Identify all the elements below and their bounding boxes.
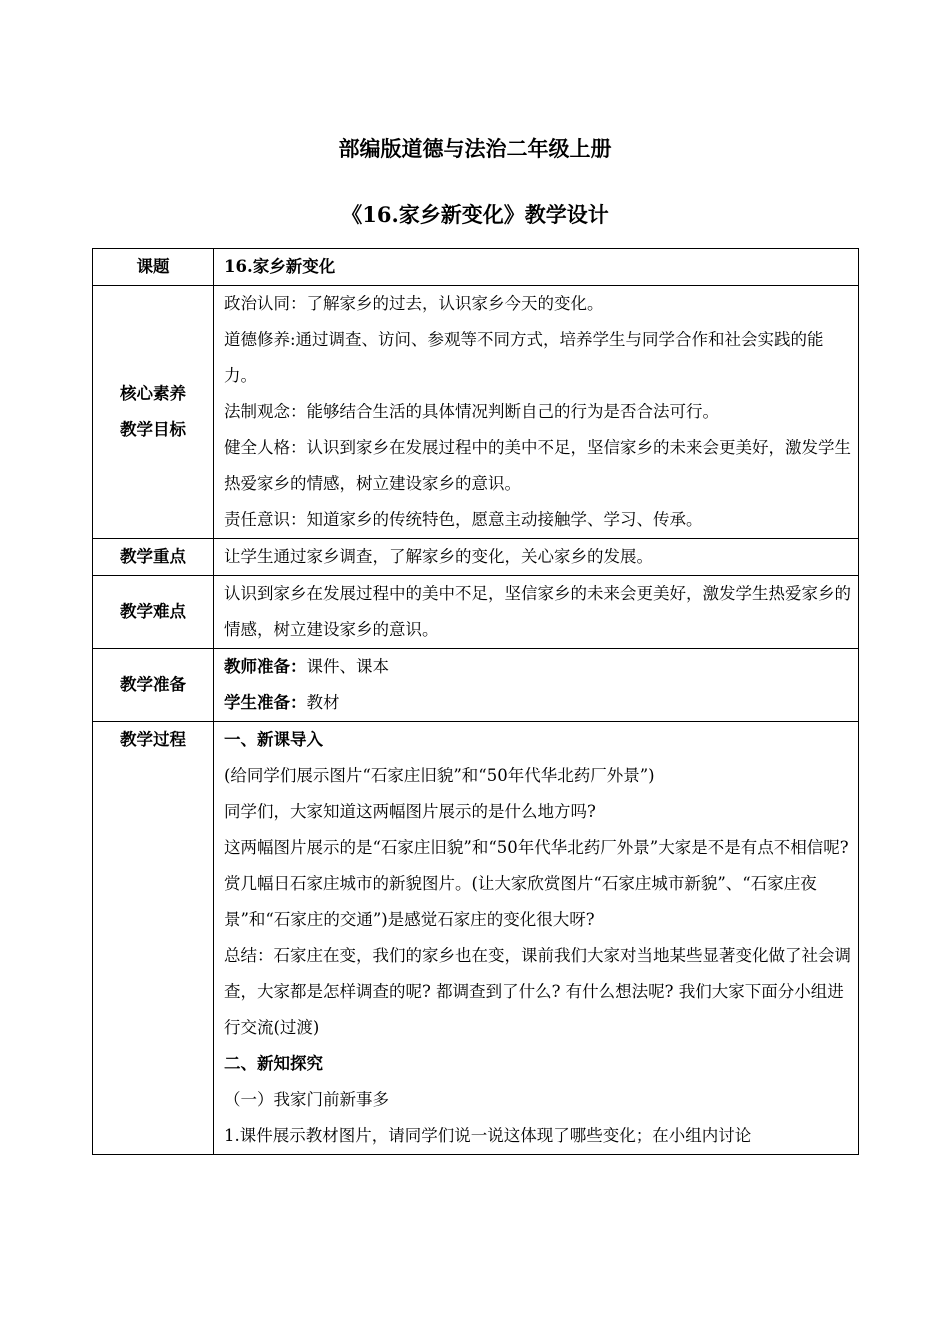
process-paragraph: (给同学们展示图片“石家庄旧貌”和“50年代华北药厂外景”) <box>224 766 655 785</box>
teacher-prep-label: 教师准备： <box>224 657 307 676</box>
process-paragraph: 同学们，大家知道这两幅图片展示的是什么地方吗? <box>224 802 596 821</box>
preparation-row <box>93 649 859 722</box>
preparation-label: 教学准备 <box>93 649 214 722</box>
goal-item: 健全人格：认识到家乡在发展过程中的美中不足，坚信家乡的未来会更美好，激发学生热爱家乡的情感，树立建设家乡的意识。 <box>224 438 851 493</box>
key-point-value: 让学生通过家乡调查，了解家乡的变化，关心家乡的发展。 <box>214 539 859 576</box>
preparation-content <box>214 649 859 722</box>
process-paragraph: 总结：石家庄在变，我们的家乡也在变，课前我们大家对当地某些显著变化做了社会调查，大家都是怎样调查的呢? 都调查到了什么? 有什么想法呢? 我们大家下面分小组进行交流(过渡) <box>224 946 851 1037</box>
process-paragraph: 1.课件展示教材图片，请同学们说一说这体现了哪些变化；在小组内讨论 <box>224 1126 752 1145</box>
goal-item: 政治认同：了解家乡的过去，认识家乡今天的变化。 <box>224 294 604 313</box>
teacher-prep-value: 课件、课本 <box>306 657 389 676</box>
difficulty-label: 教学难点 <box>93 576 214 649</box>
goals-row <box>93 286 859 539</box>
document-title: 部编版道德与法治二年级上册 <box>338 136 612 161</box>
goals-label-line2: 教学目标 <box>120 420 186 439</box>
document-subtitle: 《16.家乡新变化》教学设计 <box>341 202 609 227</box>
process-content <box>214 722 859 1155</box>
difficulty-value: 认识到家乡在发展过程中的美中不足，坚信家乡的未来会更美好，激发学生热爱家乡的情感，树立建设家乡的意识。 <box>214 576 859 649</box>
goal-item: 道德修养:通过调查、访问、参观等不同方式，培养学生与同学合作和社会实践的能力。 <box>224 330 824 385</box>
goals-label <box>93 286 214 539</box>
process-paragraph: 这两幅图片展示的是“石家庄旧貌”和“50年代华北药厂外景”大家是不是有点不相信呢?赏几幅日石家庄城市的新貌图片。(让大家欣赏图片“石家庄城市新貌”、“石家庄夜景”和“石家庄的交通”)是感觉石家庄的变化很大呀? <box>224 838 849 929</box>
topic-label: 课题 <box>93 249 214 286</box>
goal-item: 法制观念：能够结合生活的具体情况判断自己的行为是否合法可行。 <box>224 402 719 421</box>
student-prep-value: 教材 <box>306 693 340 712</box>
section-heading: 一、新课导入 <box>224 730 323 749</box>
section-heading: 二、新知探究 <box>224 1054 323 1073</box>
topic-row <box>93 249 859 286</box>
student-prep-label: 学生准备： <box>224 693 307 712</box>
key-point-row <box>93 539 859 576</box>
goals-content <box>214 286 859 539</box>
difficulty-row <box>93 576 859 649</box>
student-preparation <box>224 685 852 721</box>
lesson-plan-table <box>92 248 859 1155</box>
topic-value: 16.家乡新变化 <box>214 249 859 286</box>
process-row <box>93 722 859 1155</box>
goal-item: 责任意识：知道家乡的传统特色，愿意主动接触学、学习、传承。 <box>224 510 703 529</box>
goals-label-line1: 核心素养 <box>120 384 186 403</box>
process-label: 教学过程 <box>93 722 214 1155</box>
subsection-heading: （一）我家门前新事多 <box>224 1090 389 1109</box>
teacher-preparation <box>224 649 852 685</box>
key-point-label: 教学重点 <box>93 539 214 576</box>
